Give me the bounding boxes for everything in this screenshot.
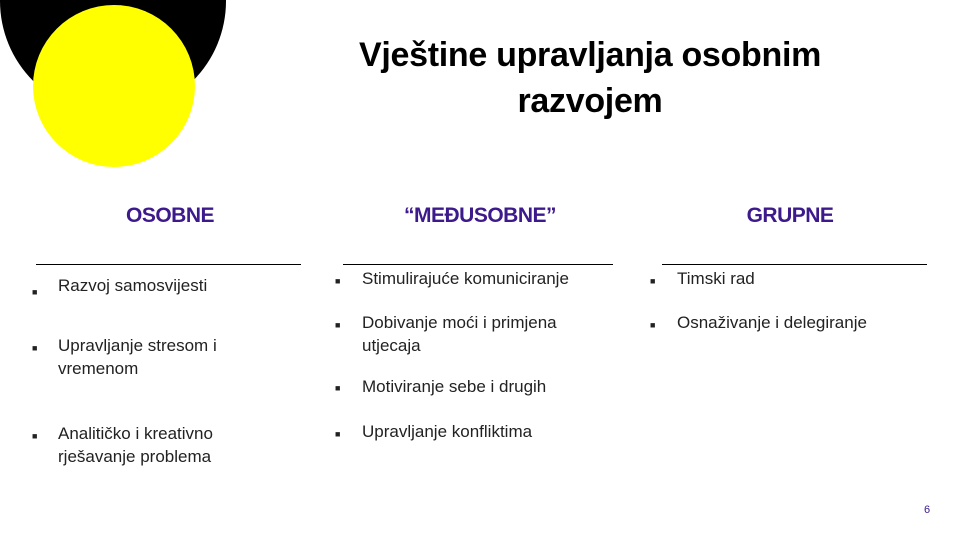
bullet-icon: ■: [650, 320, 656, 330]
list-item: Stimulirajuće komuniciranje: [362, 269, 569, 288]
list-item: Upravljanje konfliktima: [362, 422, 533, 441]
column-divider-osobne: [36, 264, 301, 265]
decorative-yellow-circle: [33, 5, 195, 167]
list-item: Upravljanje stresom i vremenom: [58, 336, 217, 378]
column-heading-medusobne: “MEĐUSOBNE”: [403, 204, 556, 227]
list-item: Timski rad: [677, 269, 755, 288]
bullet-icon: ■: [650, 276, 656, 286]
list-item: Analitičko i kreativno rješavanje problema: [58, 424, 213, 466]
slide-title: Vještine upravljanja osobnim razvojem: [358, 36, 822, 120]
list-item: Osnaživanje i delegiranje: [677, 313, 867, 332]
list-item: Razvoj samosvijesti: [58, 276, 208, 295]
column-heading-grupne: GRUPNE: [746, 204, 834, 227]
bullet-icon: ■: [32, 287, 38, 297]
list-item: Dobivanje moći i primjena utjecaja: [362, 313, 557, 355]
bullet-icon: ■: [32, 343, 38, 353]
column-divider-grupne: [662, 264, 927, 265]
page-number: 6: [924, 504, 931, 516]
bullet-icon: ■: [335, 383, 341, 393]
column-divider-medusobne: [343, 264, 613, 265]
bullet-icon: ■: [335, 429, 341, 439]
bullet-icon: ■: [335, 320, 341, 330]
bullet-icon: ■: [335, 276, 341, 286]
bullet-icon: ■: [32, 431, 38, 441]
list-item: Motiviranje sebe i drugih: [362, 377, 547, 396]
column-heading-osobne: OSOBNE: [125, 204, 214, 227]
